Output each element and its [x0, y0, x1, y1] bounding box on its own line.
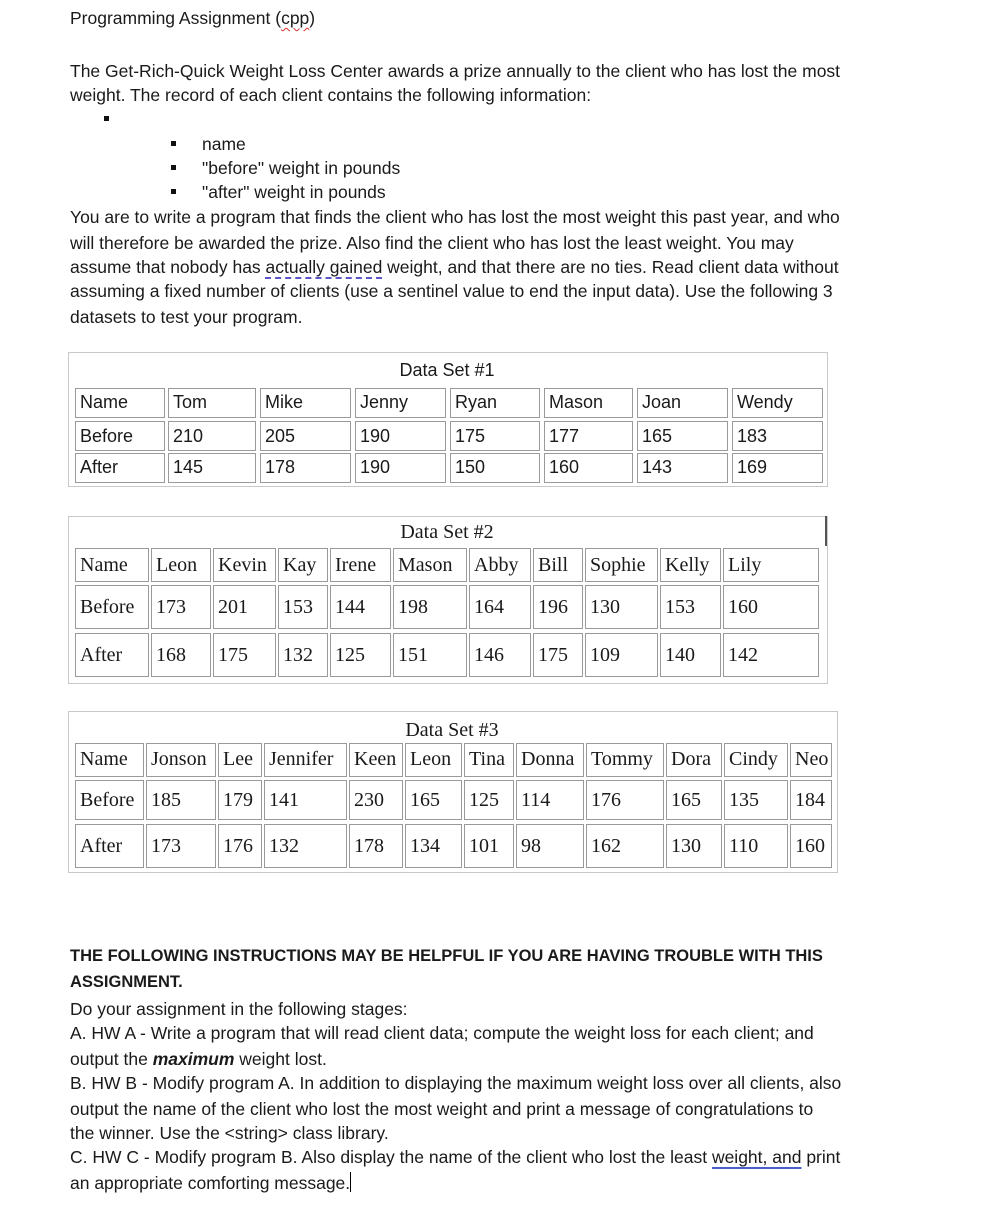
cell-text: 173	[156, 596, 186, 618]
table-cell-names	[146, 743, 216, 777]
cell-text: Name	[80, 392, 129, 412]
table-cell-before	[516, 780, 584, 820]
table-cell-after	[168, 453, 256, 483]
task-line-1: You are to write a program that finds the client who has lost the most weight this past year, and who	[70, 207, 840, 227]
table-cell-before	[278, 585, 328, 629]
table-cell-names	[349, 743, 403, 777]
cell-text: 125	[469, 789, 499, 811]
cell-text: 98	[521, 835, 541, 857]
cell-text: Jenny	[360, 392, 409, 412]
table-cell-before	[732, 421, 823, 451]
cell-text: 190	[360, 457, 391, 477]
table-cell-after	[464, 824, 514, 868]
table-cell-names	[585, 548, 658, 582]
table-cell-before	[393, 585, 467, 629]
cell-text: 175	[538, 644, 568, 666]
cell-text: 114	[521, 789, 551, 811]
table-cell-names	[732, 388, 823, 418]
cell-text: 198	[398, 596, 428, 618]
table-cell-names	[469, 548, 531, 582]
task-line-2: will therefore be awarded the prize. Also find the client who has lost the least weight. You may	[70, 233, 794, 253]
bullet-marker	[171, 141, 176, 146]
cell-text: 132	[269, 835, 299, 857]
cell-text: Sophie	[590, 554, 646, 576]
field-name: name	[202, 134, 246, 154]
table-cell-before	[586, 780, 664, 820]
cell-text: 110	[729, 835, 759, 857]
table-cell-names	[464, 743, 514, 777]
cell-text: Neo	[795, 748, 829, 770]
cell-text: Jennifer	[269, 748, 334, 770]
table-cell-after	[146, 824, 216, 868]
cell-text: 196	[538, 596, 568, 618]
cell-text: 140	[665, 644, 695, 666]
table-cell-before	[218, 780, 262, 820]
table-cell-names	[393, 548, 467, 582]
table-cell-after	[724, 824, 788, 868]
cell-text: 164	[474, 596, 504, 618]
table-cell-names	[450, 388, 540, 418]
cell-text: 153	[283, 596, 313, 618]
cell-text: 169	[737, 457, 768, 477]
cell-text: 173	[151, 835, 181, 857]
table-cell-names	[213, 548, 276, 582]
cell-text: 183	[737, 426, 768, 446]
cell-text: 132	[283, 644, 313, 666]
title-cpp-misspelled: cpp	[281, 8, 310, 28]
table-cell-before	[469, 585, 531, 629]
task-line-5: datasets to test your program.	[70, 307, 303, 327]
cell-text: 165	[671, 789, 701, 811]
table-cell-after	[660, 633, 721, 677]
cell-text: 168	[156, 644, 186, 666]
dataset-3-caption: Data Set #3	[405, 719, 499, 741]
stage-c-line-1: C. HW C - Modify program B. Also display the name of the client who lost the least weight, and print	[70, 1147, 841, 1167]
cell-text: 185	[151, 789, 181, 811]
cell-text: 153	[665, 596, 695, 618]
table-cell-after	[544, 453, 633, 483]
cell-text: 151	[398, 644, 428, 666]
instructions-heading-2: ASSIGNMENT.	[70, 973, 183, 991]
table-cell-after	[330, 633, 391, 677]
table-cell-after	[355, 453, 446, 483]
intro-line-2: weight. The record of each client contains the following information:	[70, 85, 592, 105]
table-cell-names	[586, 743, 664, 777]
table-cell-before	[260, 421, 351, 451]
cell-text: Ryan	[455, 392, 498, 412]
table-cell-after	[637, 453, 728, 483]
table-cell-after	[260, 453, 351, 483]
table-cell-after	[213, 633, 276, 677]
cell-text: Irene	[335, 554, 377, 576]
cell-text: 109	[590, 644, 620, 666]
cell-text: Mike	[265, 392, 304, 412]
instructions-heading-1: THE FOLLOWING INSTRUCTIONS MAY BE HELPFUL IF YOU ARE HAVING TROUBLE WITH THIS	[70, 947, 823, 965]
cell-text: Mason	[549, 392, 604, 412]
cell-text: 160	[549, 457, 580, 477]
table-cell-after	[278, 633, 328, 677]
stage-a-line-2: output the maximum weight lost.	[70, 1049, 327, 1069]
table-cell-before	[264, 780, 347, 820]
table-cell-after	[393, 633, 467, 677]
table-cell-names	[637, 388, 728, 418]
table-cell-names	[151, 548, 211, 582]
dataset-1-caption: Data Set #1	[399, 360, 495, 380]
table-cell-names	[278, 548, 328, 582]
instructions-stages: Do your assignment in the following stages:	[70, 999, 408, 1019]
stage-a-line-1: A. HW A - Write a program that will read client data; compute the weight loss for each client; and	[70, 1023, 814, 1043]
stage-c-line-2: an appropriate comforting message.	[70, 1173, 351, 1193]
table-cell-before	[146, 780, 216, 820]
bullet-marker	[171, 189, 176, 194]
table-cell-before	[405, 780, 462, 820]
table-cell-after	[732, 453, 823, 483]
row-label-names	[75, 388, 165, 418]
empty-bullet	[104, 116, 109, 121]
cell-text: Dora	[671, 748, 711, 770]
cell-text: Abby	[474, 554, 519, 576]
cell-text: Kelly	[665, 554, 710, 576]
cell-text: 190	[360, 426, 391, 446]
cell-text: 143	[642, 457, 673, 477]
table-cell-after	[666, 824, 722, 868]
row-label-after	[75, 453, 165, 483]
cell-text: Before	[80, 426, 134, 446]
table-cell-after	[218, 824, 262, 868]
cell-text: Lee	[223, 748, 253, 770]
cell-text: Jonson	[151, 748, 207, 770]
table-cell-names	[544, 388, 633, 418]
cell-text: Tommy	[591, 748, 653, 770]
cell-text: 141	[269, 789, 299, 811]
table-cell-before	[349, 780, 403, 820]
table-cell-before	[724, 780, 788, 820]
table-cell-before	[450, 421, 540, 451]
cell-text: Joan	[642, 392, 682, 412]
cell-text: 130	[671, 835, 701, 857]
table-cell-names	[260, 388, 351, 418]
document-title: Programming Assignment (cpp)	[70, 8, 316, 28]
cell-text: 165	[410, 789, 440, 811]
stage-b-line-1: B. HW B - Modify program A. In addition to displaying the maximum weight loss over all clients, also	[70, 1073, 842, 1093]
table-cell-before	[533, 585, 583, 629]
cell-text: 178	[354, 835, 384, 857]
table-cell-names	[168, 388, 256, 418]
table-cell-before	[723, 585, 819, 629]
cell-text: 101	[469, 835, 499, 857]
cell-text: Leon	[156, 554, 198, 576]
table-cell-after	[405, 824, 462, 868]
cell-text: 135	[729, 789, 759, 811]
table-cell-after	[151, 633, 211, 677]
table-cell-before	[213, 585, 276, 629]
row-label-before	[75, 421, 165, 451]
table-cell-names	[330, 548, 391, 582]
cell-text: Tina	[469, 748, 505, 770]
row-label-after	[75, 824, 144, 868]
table-cell-after	[723, 633, 819, 677]
cell-text: 210	[173, 426, 204, 446]
cell-text: Name	[80, 554, 128, 576]
cell-text: 142	[728, 644, 758, 666]
cell-text: 160	[728, 596, 758, 618]
table-cell-names	[533, 548, 583, 582]
cell-text: Before	[80, 596, 135, 618]
field-after: "after" weight in pounds	[202, 182, 386, 202]
bullet-marker	[171, 165, 176, 170]
cell-text: 184	[795, 789, 825, 811]
row-label-names	[75, 548, 149, 582]
table-cell-names	[666, 743, 722, 777]
intro-line-1: The Get-Rich-Quick Weight Loss Center awards a prize annually to the client who has lost the most	[70, 61, 841, 81]
table-cell-after	[585, 633, 658, 677]
table-cell-before	[168, 421, 256, 451]
grammar-flag-weight-and: weight, and	[711, 1147, 802, 1167]
table-cell-names	[723, 548, 819, 582]
cell-text: 144	[335, 596, 365, 618]
cell-text: 130	[590, 596, 620, 618]
cell-text: 160	[795, 835, 825, 857]
text-cursor	[350, 1172, 351, 1192]
cell-text: Lily	[728, 554, 762, 576]
cell-text: After	[80, 457, 119, 477]
table-cell-names	[660, 548, 721, 582]
cell-text: 145	[173, 457, 204, 477]
cell-text: Cindy	[729, 748, 778, 770]
cell-text: Before	[80, 789, 135, 811]
table-cell-before	[330, 585, 391, 629]
cell-text: Tom	[173, 392, 208, 412]
dataset-2-caption: Data Set #2	[400, 521, 494, 543]
table-cell-before	[585, 585, 658, 629]
table-cell-names	[405, 743, 462, 777]
cell-text: Bill	[538, 554, 569, 576]
table-cell-before	[464, 780, 514, 820]
table-cell-before	[544, 421, 633, 451]
stage-b-line-2: output the name of the client who lost the most weight and print a message of congratulations to	[70, 1099, 814, 1119]
cell-text: Name	[80, 748, 128, 770]
table-cell-names	[790, 743, 832, 777]
row-label-before	[75, 780, 144, 820]
table-cell-after	[469, 633, 531, 677]
stage-b-line-3: the winner. Use the <string> class library.	[70, 1123, 389, 1143]
table-cell-names	[218, 743, 262, 777]
cell-text: 150	[455, 457, 486, 477]
table-cell-before	[355, 421, 446, 451]
table-cell-after	[264, 824, 347, 868]
table-cell-after	[349, 824, 403, 868]
cell-text: Mason	[398, 554, 453, 576]
table-cell-after	[450, 453, 540, 483]
emphasis-maximum: maximum	[152, 1049, 235, 1069]
cell-text: 165	[642, 426, 673, 446]
cell-text: 179	[223, 789, 253, 811]
cell-text: 176	[591, 789, 621, 811]
cell-text: After	[80, 644, 123, 666]
task-line-4: assuming a fixed number of clients (use a sentinel value to end the input data). Use the following 3	[70, 281, 833, 301]
table-cell-names	[264, 743, 347, 777]
cell-text: Keen	[354, 748, 397, 770]
table-cell-names	[355, 388, 446, 418]
cell-text: 134	[410, 835, 440, 857]
table-cell-after	[533, 633, 583, 677]
field-before: "before" weight in pounds	[202, 158, 401, 178]
table-cell-before	[151, 585, 211, 629]
cell-text: 205	[265, 426, 296, 446]
cell-text: Kevin	[218, 554, 267, 576]
table-cell-after	[516, 824, 584, 868]
cell-text: 177	[549, 426, 580, 446]
row-label-after	[75, 633, 149, 677]
grammar-flag-actually-gained: actually gained	[265, 257, 383, 277]
cell-text: Leon	[410, 748, 452, 770]
table-cell-names	[516, 743, 584, 777]
cell-text: 175	[218, 644, 248, 666]
table-cell-before	[637, 421, 728, 451]
cell-text: Kay	[283, 554, 317, 576]
row-label-names	[75, 743, 144, 777]
cell-text: 178	[265, 457, 296, 477]
cell-text: 176	[223, 835, 253, 857]
cell-text: 146	[474, 644, 504, 666]
cell-text: 125	[335, 644, 365, 666]
table-cell-before	[666, 780, 722, 820]
cell-text: After	[80, 835, 123, 857]
cell-text: Donna	[521, 748, 575, 770]
cell-text: 175	[455, 426, 486, 446]
table-cell-after	[586, 824, 664, 868]
table-cell-after	[790, 824, 832, 868]
cell-text: 230	[354, 789, 384, 811]
row-label-before	[75, 585, 149, 629]
cell-text: Wendy	[737, 392, 793, 412]
cell-text: 201	[218, 596, 248, 618]
table-cell-before	[660, 585, 721, 629]
cell-text: 162	[591, 835, 621, 857]
table-cell-names	[724, 743, 788, 777]
task-line-3: assume that nobody has actually gained weight, and that there are no ties. Read client data without	[70, 257, 839, 277]
table-cell-before	[790, 780, 832, 820]
